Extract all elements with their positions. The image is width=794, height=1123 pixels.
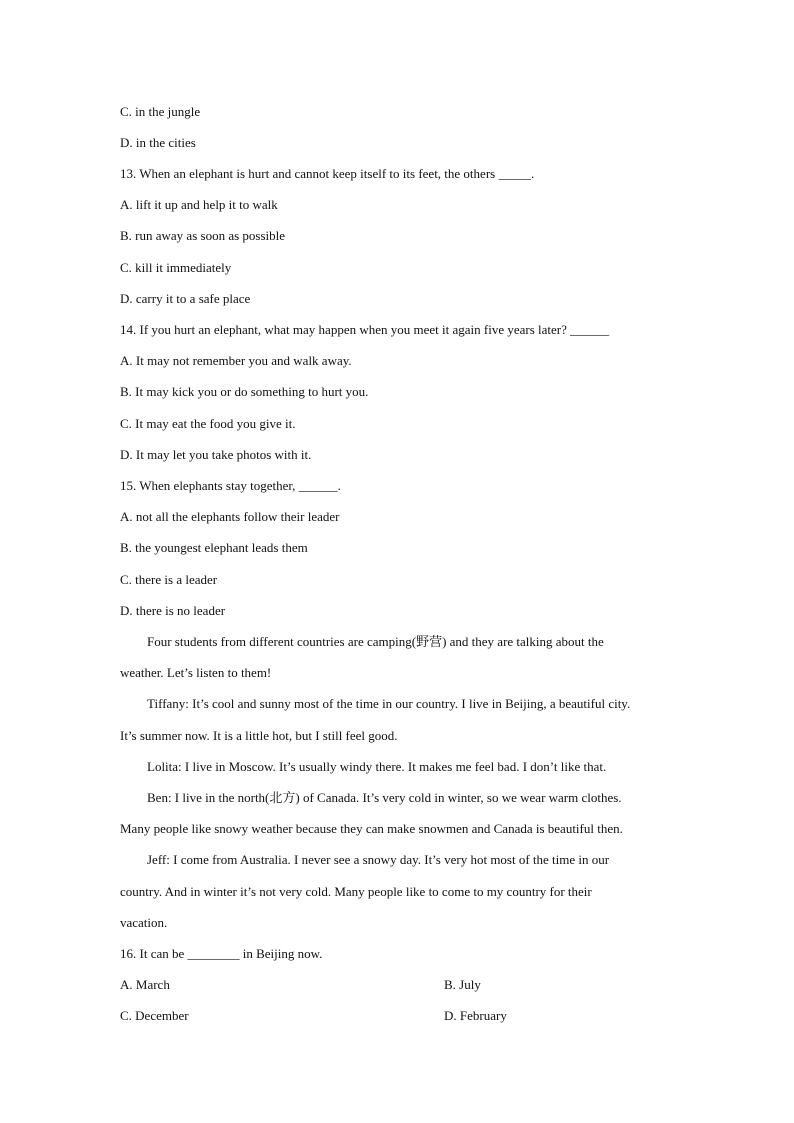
- option-13-c: C. kill it immediately: [120, 260, 232, 275]
- option-12-c: C. in the jungle: [120, 104, 201, 119]
- passage-jeff-line-2: country. And in winter it’s not very cold. Many people like to come to my country for their: [120, 884, 592, 899]
- question-16: 16. It can be ________ in Beijing now.: [120, 946, 323, 961]
- option-16-c: C. December: [120, 1008, 189, 1023]
- option-16-a: A. March: [120, 977, 170, 992]
- passage-intro-line-1: Four students from different countries are camping(野营) and they are talking about the: [147, 634, 604, 649]
- passage-ben-line-2: Many people like snowy weather because they can make snowmen and Canada is beautiful then.: [120, 821, 623, 836]
- option-12-d: D. in the cities: [120, 135, 196, 150]
- option-16-d: D. February: [444, 1008, 507, 1023]
- option-15-b: B. the youngest elephant leads them: [120, 540, 308, 555]
- option-15-a: A. not all the elephants follow their leader: [120, 509, 340, 524]
- question-13: 13. When an elephant is hurt and cannot keep itself to its feet, the others _____.: [120, 166, 535, 181]
- option-14-b: B. It may kick you or do something to hurt you.: [120, 384, 369, 399]
- option-15-c: C. there is a leader: [120, 572, 218, 587]
- passage-jeff-line-3: vacation.: [120, 915, 168, 930]
- option-14-d: D. It may let you take photos with it.: [120, 447, 312, 462]
- option-14-a: A. It may not remember you and walk away.: [120, 353, 352, 368]
- option-13-b: B. run away as soon as possible: [120, 228, 286, 243]
- passage-ben-line-1: Ben: I live in the north(北方) of Canada. It’s very cold in winter, so we wear warm clothes.: [147, 790, 622, 805]
- question-14: 14. If you hurt an elephant, what may happen when you meet it again five years later? ______: [120, 322, 610, 337]
- passage-intro-line-2: weather. Let’s listen to them!: [120, 665, 272, 680]
- passage-tiffany-line-2: It’s summer now. It is a little hot, but I still feel good.: [120, 728, 398, 743]
- option-13-a: A. lift it up and help it to walk: [120, 197, 278, 212]
- option-14-c: C. It may eat the food you give it.: [120, 416, 296, 431]
- option-15-d: D. there is no leader: [120, 603, 226, 618]
- option-16-b: B. July: [444, 977, 481, 992]
- question-15: 15. When elephants stay together, ______.: [120, 478, 341, 493]
- passage-lolita-line-1: Lolita: I live in Moscow. It’s usually windy there. It makes me feel bad. I don’t like that.: [147, 759, 607, 774]
- option-13-d: D. carry it to a safe place: [120, 291, 251, 306]
- passage-jeff-line-1: Jeff: I come from Australia. I never see a snowy day. It’s very hot most of the time in our: [147, 852, 610, 867]
- passage-tiffany-line-1: Tiffany: It’s cool and sunny most of the time in our country. I live in Beijing, a beautiful city.: [147, 696, 631, 711]
